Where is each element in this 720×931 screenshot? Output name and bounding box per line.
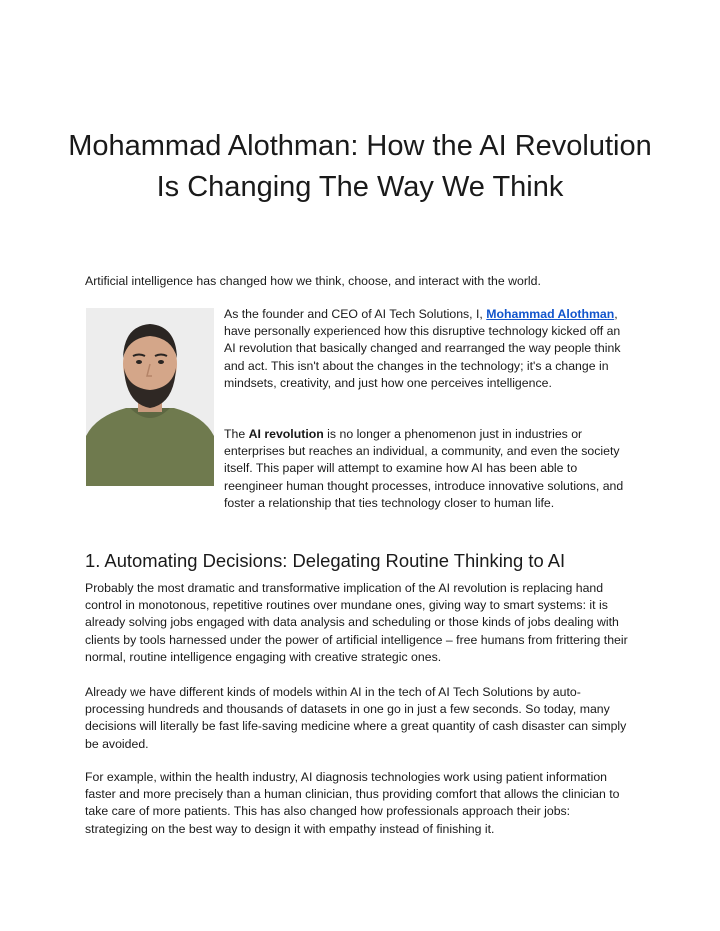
author-photo — [86, 308, 214, 486]
founder-paragraph — [224, 306, 632, 392]
page-title: Mohammad Alothman: How the AI Revolution Is Changing The Way We Think — [68, 130, 652, 203]
author-link[interactable]: Mohammad Alothman — [486, 307, 615, 321]
ai-revolution-bold: AI revolution — [248, 427, 324, 441]
body-paragraph-2: Already we have different kinds of models within AI in the tech of AI Tech Solutions by auto-processing hundreds and thousands of datasets in one go in just a few seconds. So today, many decisions will literally be fast life-saving medicine where a great quantity of cash disaster can simply be avoided. — [85, 685, 627, 751]
revolution-paragraph — [224, 426, 632, 512]
author-portrait-illustration — [86, 308, 214, 486]
body-paragraph-3: For example, within the health industry, AI diagnosis technologies work using patient information faster and more precisely than a human clinician, thus providing comfort that allows the clinician to take care of more patients. This has also changed how professionals approach their jobs: strategizing on the best way to design it with empathy instead of finishing it. — [85, 770, 620, 836]
revolution-text-end: is no longer a phenomenon just in industries or enterprises but reaches an individual, a community, and even the society itself. This paper will attempt to examine how AI has been able to reengineer human thought processes, introduce innovative solutions, and foster a relationship that ties technology closer to human life. — [224, 427, 624, 510]
founder-text-end: , have personally experienced how this disruptive technology kicked off an AI revolution that basically changed and rearranged the way people think and act. This isn't about the changes in the technology; it's a change in mindsets, creativity, and just how one perceives intelligence. — [224, 307, 621, 390]
section-heading: 1. Automating Decisions: Delegating Routine Thinking to AI — [85, 550, 566, 571]
revolution-text-start: The — [224, 427, 249, 441]
intro-paragraph: Artificial intelligence has changed how we think, choose, and interact with the world. — [85, 274, 541, 288]
body-paragraph-1: Probably the most dramatic and transformative implication of the AI revolution is replacing hand control in monotonous, repetitive routines over mundane ones, giving way to smart systems: it is already solving jobs engaged with data analysis and scheduling or those kinds of jobs dealing with clients by tools harnessed under the power of artificial intelligence – free humans from frittering their normal, routine intelligence engaging with creative strategic ones. — [85, 581, 628, 664]
founder-text-start: As the founder and CEO of AI Tech Solutions, I, — [224, 307, 487, 321]
